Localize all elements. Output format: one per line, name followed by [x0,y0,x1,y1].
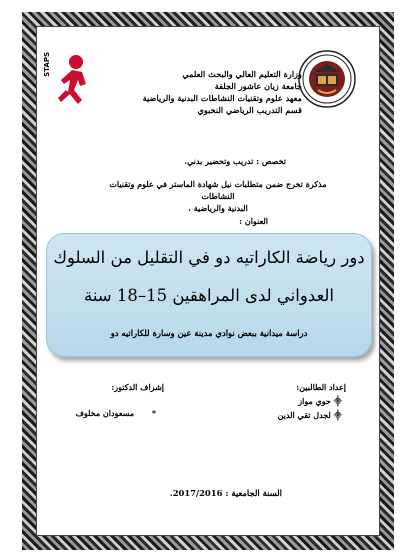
specialty-line: تخصص : تدريب وتحضير بدني. [184,156,286,166]
ministry-line: وزارة التعليم العالي والبحث العلمي [182,69,302,79]
supervisor-label: إشراف الدكتور: [111,382,164,392]
institution-header [102,68,302,116]
bullet-star-icon: * [151,408,156,418]
title-line-1: دور رياضة الكاراتيه دو في التقليل من السلوك [53,248,365,267]
title-label: العنوان : [239,216,268,226]
student-name: ⸎ حوي مواز [298,396,342,406]
academic-year: السنة الجامعية : 2017/2016. [169,488,282,498]
memo-line-1: مذكرة تخرج ضمن متطلبات نيل شهادة الماستر في علوم وتقنيات النشاطات [109,179,327,201]
student-name: ⸎ لجدل تقي الدين [277,410,342,420]
department-line: قسم التدريب الرياضي النخبوي [197,105,302,115]
staps-logo-text: STAPS [43,52,51,77]
memo-line-2: البدنية والرياضية . [188,203,248,213]
students-label: إعداد الطالبين: [296,382,346,392]
cover-page [38,28,378,534]
institute-line: معهد علوم وتقنيات النشاطات البدنية والرياضية [142,93,302,103]
title-box [46,233,372,357]
university-line: جامعة زيان عاشور الجلفة [214,81,302,91]
title-line-2: العدواني لدى المراهقين 15–18 سنة [83,286,335,305]
supervisor-name: مسعودان مخلوف [75,408,134,418]
memo-description [98,178,338,214]
title-subtitle: دراسة ميدانية ببعض نوادي مدينة عين وسارة للكاراتيه دو [110,328,308,338]
staps-runner-logo-icon [52,50,100,130]
university-djelfa-seal-icon [298,50,356,108]
